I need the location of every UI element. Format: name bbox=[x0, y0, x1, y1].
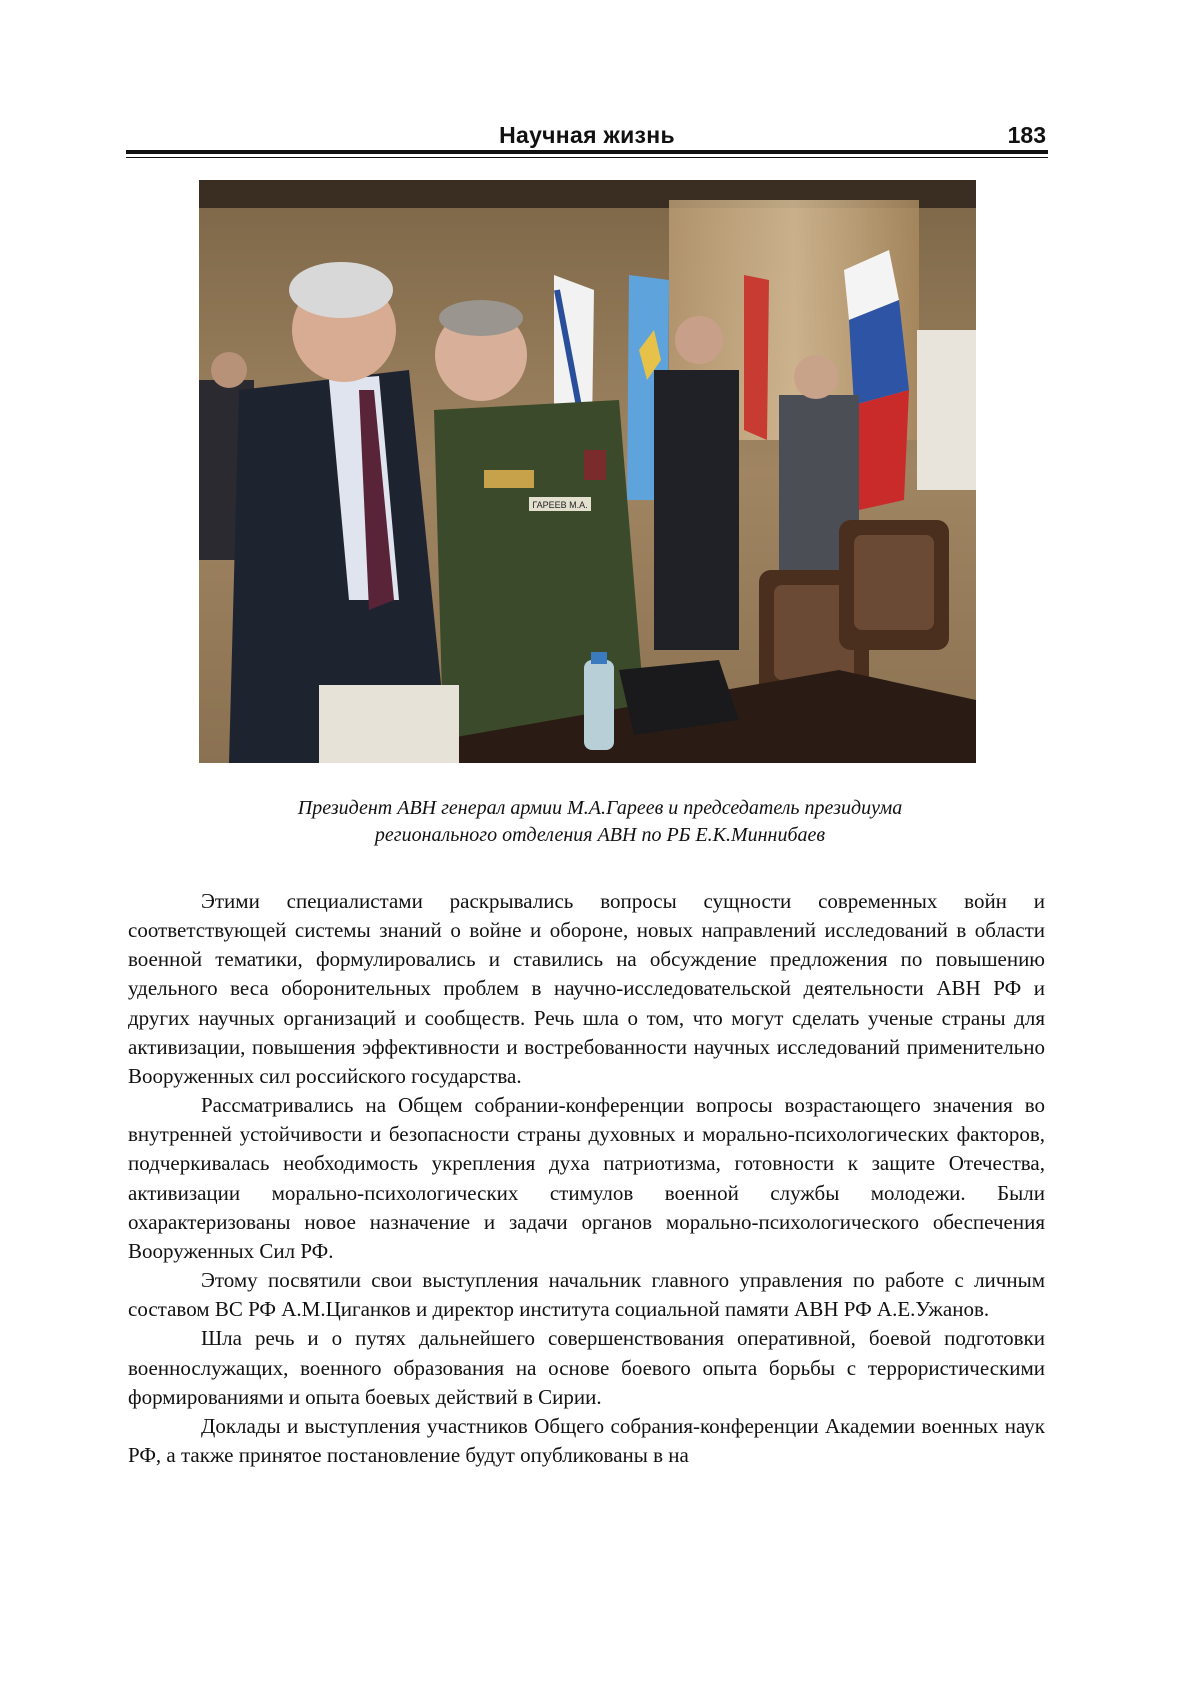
section-title: Научная жизнь bbox=[499, 122, 675, 148]
photo-military-hair bbox=[439, 300, 523, 336]
photo-person-back bbox=[654, 370, 739, 650]
photo-bottle-cap bbox=[591, 652, 607, 664]
caption-line: Президент АВН генерал армии М.А.Гареев и председатель президиума bbox=[297, 797, 903, 819]
header-rule-thin bbox=[126, 157, 1048, 158]
paragraph: Этими специалистами раскрывались вопросы сущности современных войн и соответствующей системы знаний о войне и обороне, новых направлений исследований в области военной тематики, формулировались и ставились на обсуждение предложения по повышению удельного веса оборонительных проблем в научно-исследовательской деятельности АВН РФ и других научных организаций и сообществ. Речь шла о том, что могут сделать ученые страны для активизации, повышения эффективности и востребованности научных исследований применительно Вооруженных сил российского государства. bbox=[128, 889, 1045, 1088]
paragraph: Доклады и выступления участников Общего собрания-конференции Академии военных наук РФ, а также принятое постановление будут опубликованы в на bbox=[128, 1413, 1045, 1467]
paragraph: Шла речь и о путях дальнейшего совершенствования оперативной, боевой подготовки военнослужащих, военного образования на основе боевого опыта борьбы с террористическими формированиями и опыта боевых действий в Сирии. bbox=[128, 1326, 1045, 1409]
article-body bbox=[128, 887, 1045, 1470]
photo-medal-bar bbox=[484, 470, 534, 488]
header-rule-thick bbox=[126, 150, 1048, 154]
photo-military-uniform bbox=[434, 400, 649, 763]
photo-water-bottle bbox=[584, 660, 614, 750]
photo-name-tag-text: ГАРЕЕВ М.А. bbox=[532, 500, 588, 510]
paragraph: Рассматривались на Общем собрании-конференции вопросы возрастающего значения во внутренней устойчивости и безопасности страны духовных и морально-психологических факторов, подчеркивалась необходимость укрепления духа патриотизма, готовности к защите Отечества, активизации морально-психологических стимулов военной службы молодежи. Были охарактеризованы новое назначение и задачи органов морально-психологического обеспечения Вооруженных Сил РФ. bbox=[128, 1093, 1045, 1263]
page-number: 183 bbox=[1007, 122, 1046, 148]
paragraph: Этому посвятили свои выступления начальник главного управления по работе с личным составом ВС РФ А.М.Циганков и директор института социальной памяти АВН РФ А.Е.Ужанов. bbox=[128, 1268, 1045, 1322]
photo-red-flag bbox=[744, 275, 769, 440]
photo-russian-flag-red bbox=[854, 390, 909, 510]
figure-caption bbox=[150, 795, 1050, 849]
photo-background-head-left bbox=[211, 352, 247, 388]
photo-civilian-hair bbox=[289, 262, 393, 318]
running-header bbox=[126, 122, 1048, 148]
photo-person-back-head bbox=[675, 316, 723, 364]
caption-line: регионального отделения АВН по РБ Е.К.Миннибаев bbox=[374, 824, 826, 846]
event-photo bbox=[199, 180, 976, 763]
photo-person-right-head bbox=[794, 355, 838, 399]
photo-screen bbox=[917, 330, 976, 490]
photo-papers bbox=[319, 685, 459, 763]
photo-shoulder-patch bbox=[584, 450, 606, 480]
photo-chair-seat-2 bbox=[854, 535, 934, 630]
